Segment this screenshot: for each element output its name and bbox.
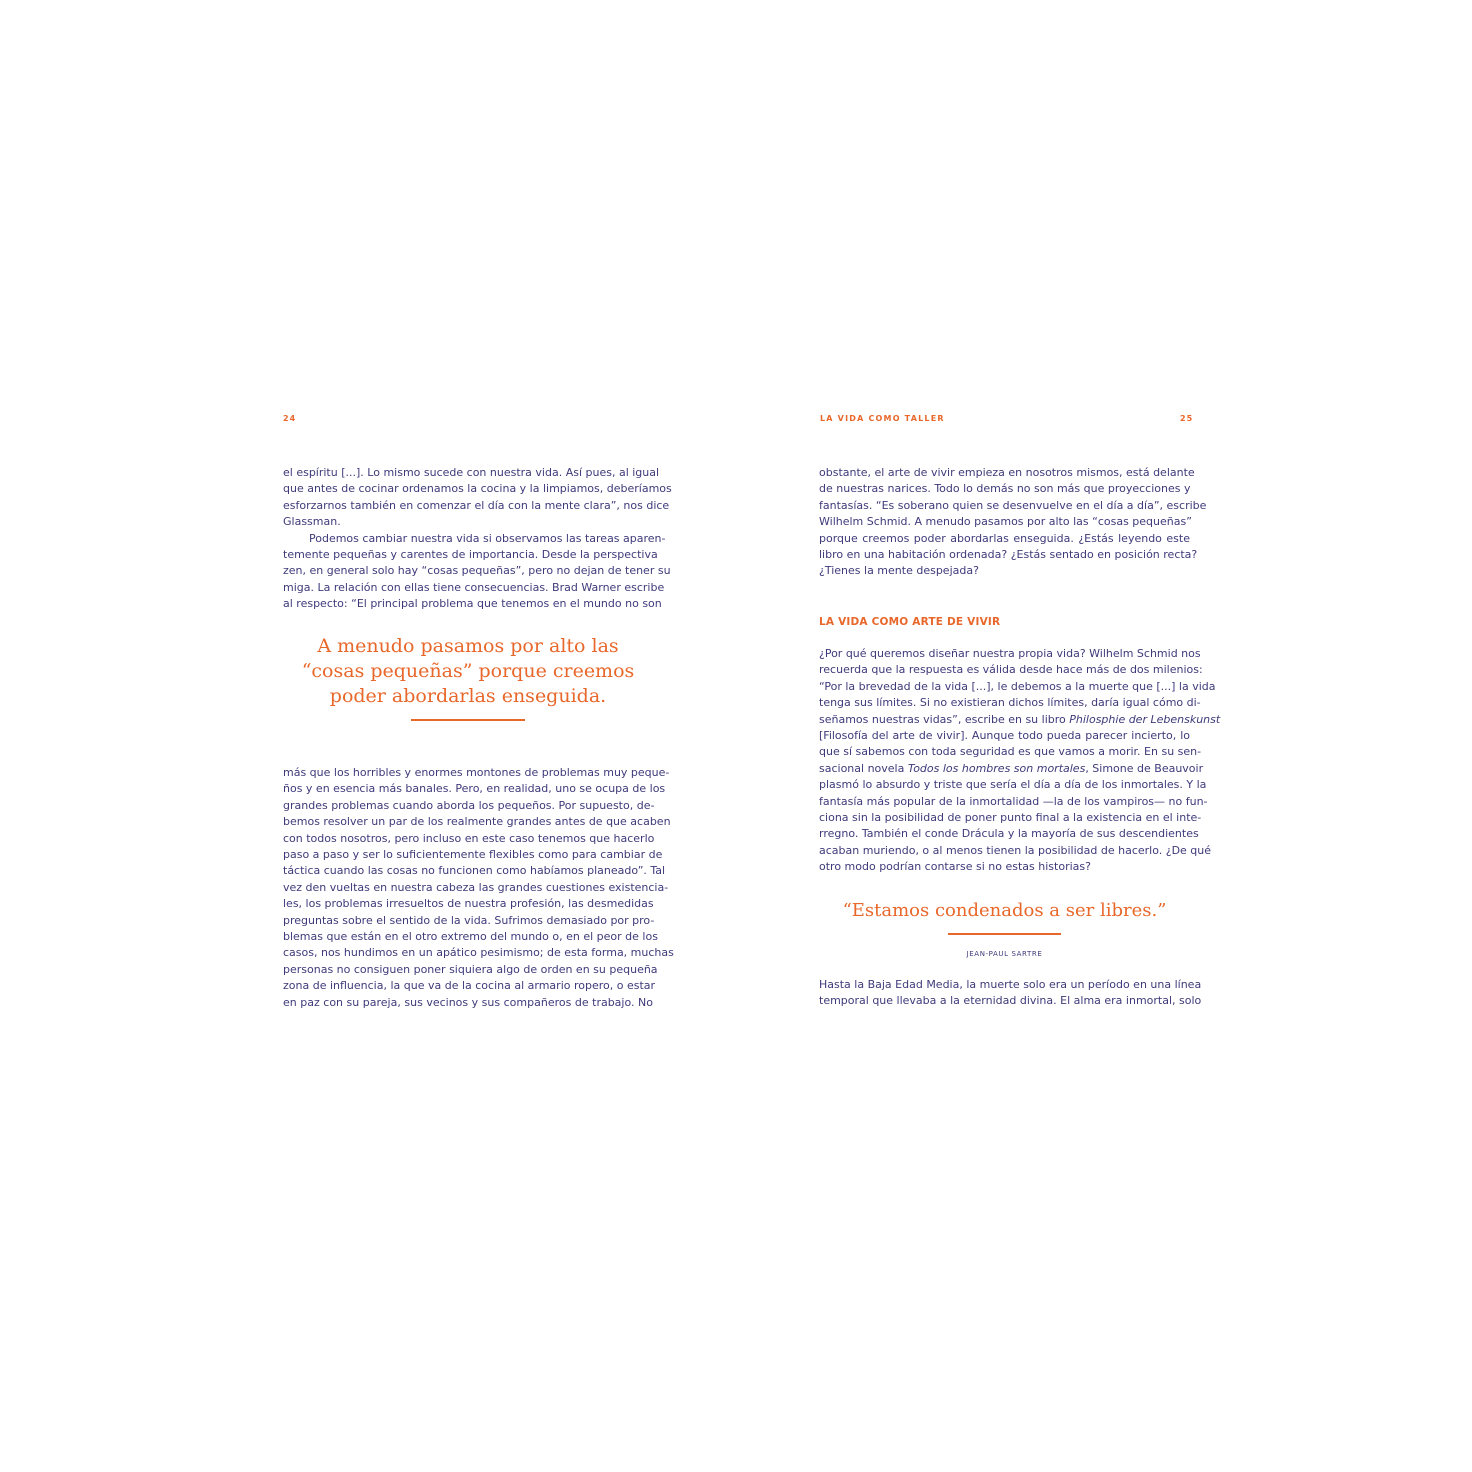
text-line: rregno. También el conde Drácula y la mayoría de sus descendientes	[819, 827, 1199, 841]
pull-quote-line: A menudo pasamos por alto las	[317, 635, 619, 657]
quote-attribution: JEAN-PAUL SARTRE	[966, 950, 1043, 958]
text-line: Podemos cambiar nuestra vida si observamos las tareas aparen-	[309, 531, 666, 545]
text-line: fantasía más popular de la inmortalidad —la de los vampiros— no fun-	[819, 794, 1208, 808]
body-text-block-1	[819, 465, 1207, 580]
text-line: al respecto: “El principal problema que tenemos en el mundo no son	[283, 597, 662, 611]
text-line: [Filosofía del arte de vivir]. Aunque todo pueda parecer incierto, lo	[819, 729, 1190, 743]
text-line: porque creemos poder abordarlas enseguida. ¿Estás leyendo este	[819, 531, 1190, 545]
text-line: vez den vueltas en nuestra cabeza las grandes cuestiones existencia-	[283, 880, 669, 894]
right-page	[736, 0, 1472, 1472]
book-title: Philosphie der Lebenskunst	[1069, 712, 1221, 726]
text-line: ños y en esencia más banales. Pero, en realidad, uno se ocupa de los	[283, 782, 666, 796]
text-line: fantasías. “Es soberano quien se desenvuelve en el día a día”, escribe	[819, 498, 1207, 512]
text-line: temporal que llevaba a la eternidad divina. El alma era inmortal, solo	[819, 994, 1202, 1008]
text-line: casos, nos hundimos en un apático pesimismo; de esta forma, muchas	[283, 946, 674, 960]
page-number-right: 25	[1180, 414, 1194, 423]
body-text-block-3	[819, 977, 1202, 1010]
pull-quote-line: “cosas pequeñas” porque creemos	[301, 660, 635, 682]
section-subheading: LA VIDA COMO ARTE DE VIVIR	[819, 616, 1001, 628]
text-line: Glassman.	[283, 515, 341, 529]
text-line: “Por la brevedad de la vida [...], le debemos a la muerte que [...] la vida	[819, 679, 1216, 693]
text-line: blemas que están en el otro extremo del mundo o, en el peor de los	[283, 930, 658, 944]
text-line: más que los horribles y enormes montones de problemas muy peque-	[283, 766, 670, 779]
text-line: miga. La relación con ellas tiene consecuencias. Brad Warner escribe	[283, 580, 665, 594]
book-title: Todos los hombres son mortales	[907, 761, 1086, 775]
pull-quote-line: poder abordarlas enseguida.	[329, 685, 607, 707]
text-line: zona de influencia, la que va de la cocina al armario ropero, o estar	[283, 979, 656, 993]
text-line: el espíritu [...]. Lo mismo sucede con nuestra vida. Así pues, al igual	[283, 466, 660, 479]
text-line: Hasta la Baja Edad Media, la muerte solo era un período en una línea	[819, 978, 1202, 991]
sartre-quote: “Estamos condenados a ser libres.”	[842, 900, 1167, 921]
text-run: sacional novela	[819, 761, 908, 775]
text-line: ¿Tienes la mente despejada?	[819, 564, 979, 578]
text-line: esforzarnos también en comenzar el día con la mente clara”, nos dice	[283, 498, 670, 512]
text-line: táctica cuando las cosas no funcionen como habíamos planeado”. Tal	[283, 864, 666, 878]
body-text-block-2	[819, 646, 1221, 876]
text-line	[819, 712, 1221, 728]
text-line: plasmó lo absurdo y triste que sería el día a día de los inmortales. Y la	[819, 778, 1207, 792]
body-text-block-1	[283, 465, 672, 613]
text-line: que antes de cocinar ordenamos la cocina y la limpiamos, deberíamos	[283, 482, 672, 496]
text-line: Wilhelm Schmid. A menudo pasamos por alto las “cosas pequeñas”	[819, 515, 1192, 529]
text-line: tenga sus límites. Si no existieran dichos límites, daría igual cómo di-	[819, 696, 1201, 710]
text-run: señamos nuestras vidas”, escribe en su libro	[819, 712, 1070, 726]
text-run: , Simone de Beauvoir	[1085, 761, 1204, 775]
text-line: grandes problemas cuando aborda los pequeños. Por supuesto, de-	[283, 798, 655, 812]
text-line: ciona sin la posibilidad de poner punto final a la existencia en el inte-	[819, 811, 1202, 825]
text-line: paso a paso y ser lo suficientemente flexibles como para cambiar de	[283, 848, 663, 862]
text-line: que sí sabemos con toda seguridad es que vamos a morir. En su sen-	[819, 745, 1202, 759]
text-line: bemos resolver un par de los realmente grandes antes de que acaben	[283, 815, 671, 829]
quote-rule	[948, 933, 1061, 935]
text-line: con todos nosotros, pero incluso en este caso tenemos que hacerlo	[283, 831, 655, 845]
text-line: de nuestras narices. Todo lo demás no son más que proyecciones y	[819, 482, 1191, 496]
text-line: acaban muriendo, o al menos tienen la posibilidad de hacerlo. ¿De qué	[819, 843, 1212, 857]
pull-quote	[283, 634, 653, 709]
text-line: les, los problemas irresueltos de nuestra profesión, las desmedidas	[283, 897, 654, 911]
pull-quote-rule	[411, 719, 525, 721]
text-line: otro modo podrían contarse si no estas historias?	[819, 860, 1091, 874]
text-line: obstante, el arte de vivir empieza en nosotros mismos, está delante	[819, 466, 1195, 479]
text-line: ¿Por qué queremos diseñar nuestra propia vida? Wilhelm Schmid nos	[819, 647, 1201, 660]
text-line: personas no consiguen poner siquiera algo de orden en su pequeña	[283, 962, 658, 976]
text-line: libro en una habitación ordenada? ¿Estás sentado en posición recta?	[819, 548, 1198, 562]
text-line: recuerda que la respuesta es válida desde hace más de dos milenios:	[819, 663, 1203, 677]
text-line	[819, 761, 1204, 777]
text-line: zen, en general solo hay “cosas pequeñas”, pero no dejan de tener su	[283, 564, 671, 578]
running-head: LA VIDA COMO TALLER	[820, 414, 945, 423]
text-line: temente pequeñas y carentes de importancia. Desde la perspectiva	[283, 548, 658, 562]
body-text-block-2	[283, 765, 674, 1011]
text-line: en paz con su pareja, sus vecinos y sus compañeros de trabajo. No	[283, 995, 653, 1009]
text-line: preguntas sobre el sentido de la vida. Sufrimos demasiado por pro-	[283, 913, 655, 927]
page-number-left: 24	[283, 414, 297, 423]
